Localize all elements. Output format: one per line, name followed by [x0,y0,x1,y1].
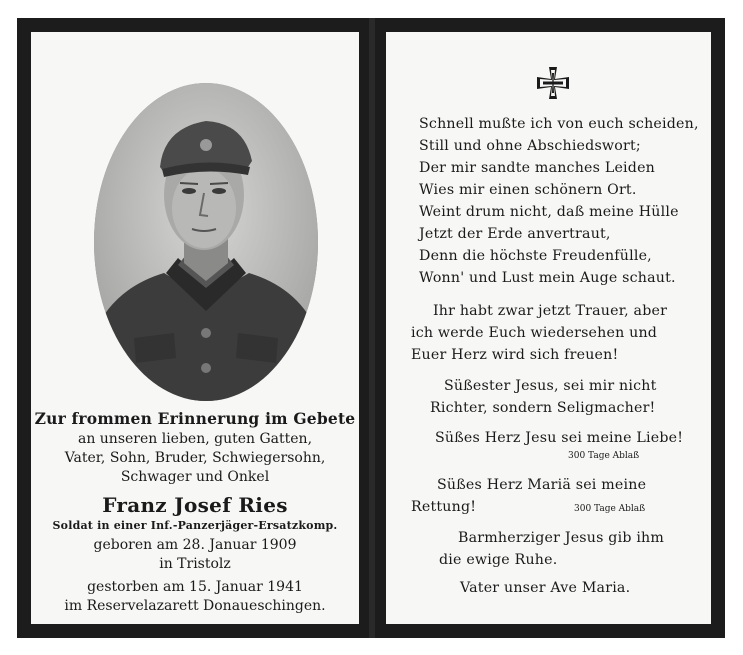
soldier-portrait [94,83,318,401]
dedication-line-1: an unseren lieben, guten Gatten, [77,431,313,447]
death-place: im Reservelazarett Donaueschingen. [64,598,326,614]
prayer-heart-jesus: Süßes Herz Jesu sei meine Liebe! [435,430,684,446]
military-unit: Soldat in einer Inf.-Panzerjäger-Ersatzkomp. [52,519,338,532]
dedication-line-2: Vater, Sohn, Bruder, Schwiegersohn, [64,450,326,466]
poem-line-4: Wies mir einen schönern Ort. [419,182,637,198]
portrait-illustration [94,83,318,401]
poem-line-1: Schnell mußte ich von euch scheiden, [419,116,699,132]
deceased-name: Franz Josef Ries [102,493,288,517]
death-date: gestorben am 15. Januar 1941 [87,579,303,595]
mercy-prayer-line-2: die ewige Ruhe. [439,552,558,568]
poem-line-2: Still und ohne Abschiedswort; [419,138,641,154]
prayer-heart-mary-line-2: Rettung! [411,499,477,515]
left-card-border [17,18,373,638]
closing-prayer: Vater unser Ave Maria. [460,580,631,596]
birth-date: geboren am 28. Januar 1909 [93,537,297,553]
poem-line-7: Denn die höchste Freudenfülle, [419,248,652,264]
indulgence-note-2: 300 Tage Ablaß [574,504,646,514]
iron-cross-icon [535,65,571,101]
right-card-border [372,18,725,638]
consolation-line-3: Euer Herz wird sich freuen! [411,347,619,363]
card-fold [369,18,375,638]
poem-line-6: Jetzt der Erde anvertraut, [419,226,611,242]
birth-place: in Tristolz [159,556,231,572]
mercy-prayer-line-1: Barmherziger Jesus gib ihm [458,530,665,546]
prayer-heart-mary-line-1: Süßes Herz Mariä sei meine [437,477,647,493]
consolation-line-1: Ihr habt zwar jetzt Trauer, aber [433,303,668,319]
right-card-panel [386,32,711,624]
indulgence-note-1: 300 Tage Ablaß [568,451,640,461]
poem-line-5: Weint drum nicht, daß meine Hülle [419,204,679,220]
dedication-line-3: Schwager und Onkel [120,469,270,485]
poem-line-8: Wonn' und Lust mein Auge schaut. [419,270,676,286]
prayer-jesus-line-1: Süßester Jesus, sei mir nicht [444,378,657,394]
consolation-line-2: ich werde Euch wiedersehen und [411,325,658,341]
prayer-jesus-line-2: Richter, sondern Seligmacher! [430,400,656,416]
left-card-panel [31,32,359,624]
poem-line-3: Der mir sandte manches Leiden [419,160,656,176]
memorial-heading: Zur frommen Erinnerung im Gebete [34,409,356,428]
